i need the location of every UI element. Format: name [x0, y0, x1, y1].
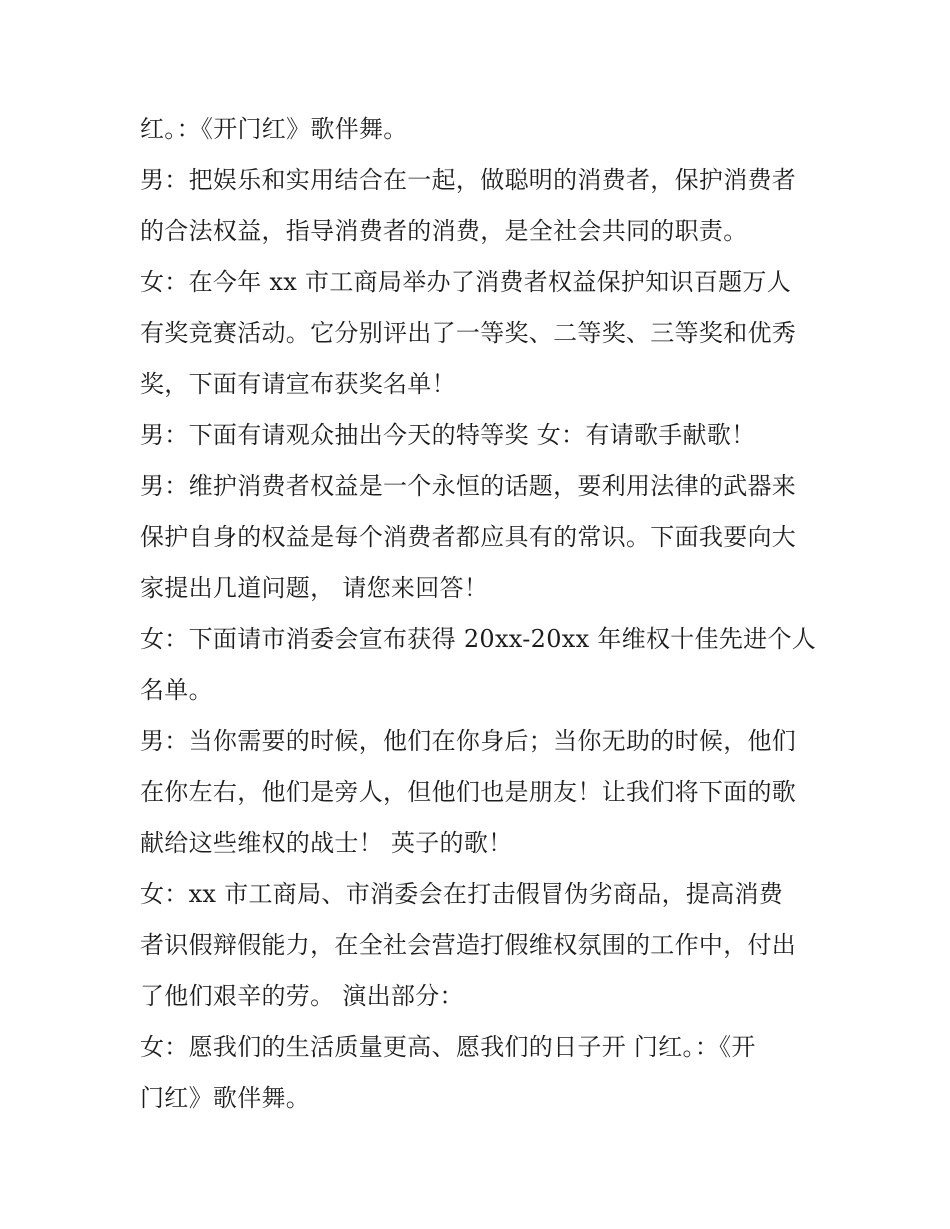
document-body — [140, 104, 820, 1124]
text-line: 献给这些维权的战士！ 英子的歌！ — [140, 829, 513, 857]
text-line: 女：愿我们的生活质量更高、愿我们的日子开 门红。：《开 — [140, 1033, 756, 1061]
text-line: 名单。 — [140, 676, 213, 704]
text-line: 奖，下面有请宣布获奖名单！ — [140, 370, 456, 398]
text-line: 女：在今年 xx 市工商局举办了消费者权益保护知识百题万人 — [140, 268, 792, 296]
text-line: 男：当你需要的时候，他们在你身后；当你无助的时候，他们 — [140, 727, 797, 755]
text-line: 在你左右，他们是旁人，但他们也是朋友！让我们将下面的歌 — [140, 778, 797, 806]
text-line: 女：下面请市消委会宣布获得 20xx-20xx 年维权十佳先进个人 — [140, 625, 817, 653]
text-line: 者识假辩假能力，在全社会营造打假维权氛围的工作中，付出 — [140, 931, 797, 959]
text-line: 的合法权益，指导消费者的消费，是全社会共同的职责。 — [140, 217, 748, 245]
text-line: 女：xx 市工商局、市消委会在打击假冒伪劣商品，提高消费 — [140, 880, 784, 908]
text-line: 家提出几道问题， 请您来回答！ — [140, 574, 489, 602]
text-line: 了他们艰辛的劳。 演出部分： — [140, 982, 464, 1010]
text-line: 保护自身的权益是每个消费者都应具有的常识。下面我要向大 — [140, 523, 797, 551]
text-line: 男：下面有请观众抽出今天的特等奖 女：有请歌手献歌！ — [140, 421, 756, 449]
text-line: 门红》歌伴舞。 — [140, 1084, 311, 1112]
text-line: 男：维护消费者权益是一个永恒的话题，要利用法律的武器来 — [140, 472, 797, 500]
text-line: 有奖竞赛活动。它分别评出了一等奖、二等奖、三等奖和优秀 — [140, 319, 797, 347]
text-line: 男：把娱乐和实用结合在一起，做聪明的消费者，保护消费者 — [140, 166, 797, 194]
text-line: 红。：《开门红》歌伴舞。 — [140, 115, 408, 143]
